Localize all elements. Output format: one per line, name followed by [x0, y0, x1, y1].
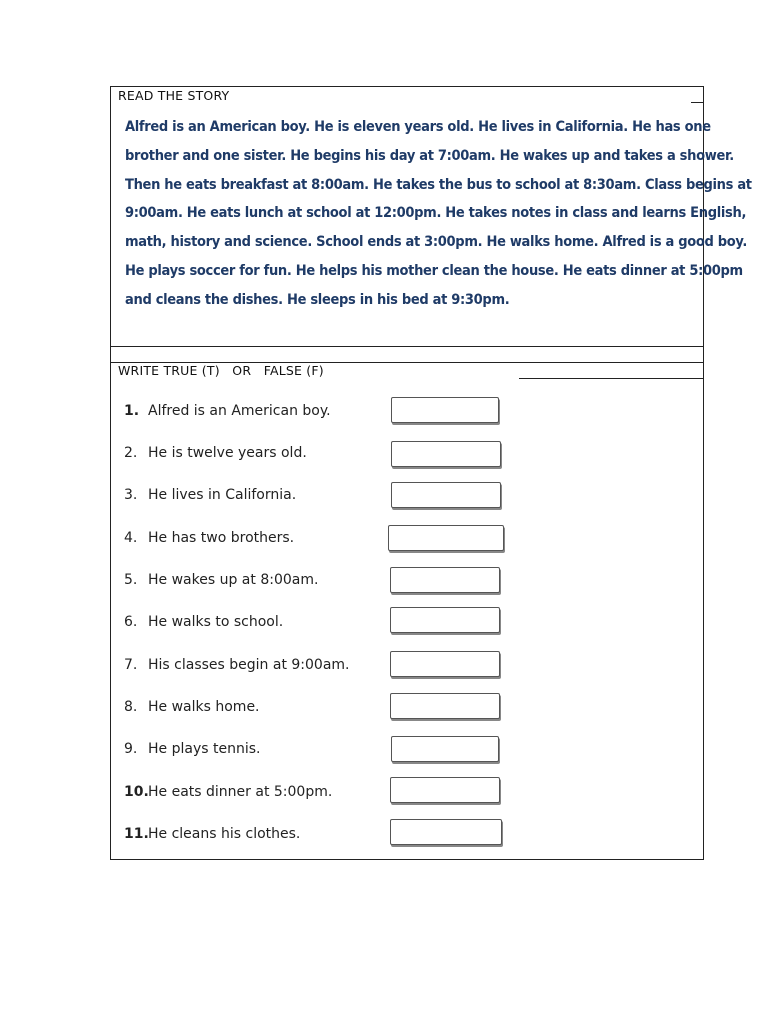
answer-box[interactable] [390, 607, 500, 633]
item-statement: He plays tennis. [148, 741, 261, 757]
answer-box[interactable] [391, 736, 499, 762]
item-number: 2. [124, 445, 138, 461]
answer-box[interactable] [391, 441, 501, 467]
story-line: Then he eats breakfast at 8:00am. He takes the bus to school at 8:30am. Class begins at [125, 176, 752, 193]
list-item [124, 445, 307, 461]
item-statement: He lives in California. [148, 487, 297, 503]
answer-box[interactable] [388, 525, 504, 551]
item-statement: Alfred is an American boy. [148, 403, 331, 419]
item-statement: He cleans his clothes. [148, 826, 301, 842]
item-number: 3. [124, 487, 138, 503]
item-number: 8. [124, 699, 138, 715]
section-divider [111, 346, 703, 347]
answer-box[interactable] [390, 567, 500, 593]
item-number: 10. [124, 784, 149, 800]
item-number: 11. [124, 826, 149, 842]
item-statement: He eats dinner at 5:00pm. [148, 784, 333, 800]
list-item [124, 741, 260, 757]
list-item [124, 826, 300, 842]
item-number: 9. [124, 741, 138, 757]
story-line: 9:00am. He eats lunch at school at 12:00pm. He takes notes in class and learns English, [125, 205, 747, 222]
story-line: math, history and science. School ends at 3:00pm. He walks home. Alfred is a good boy. [125, 234, 748, 251]
story-text [125, 113, 752, 315]
read-story-heading: READ THE STORY [118, 88, 230, 103]
story-line: Alfred is an American boy. He is eleven years old. He lives in California. He has one [125, 119, 711, 135]
answer-box[interactable] [391, 397, 499, 423]
item-statement: He is twelve years old. [148, 445, 307, 461]
answer-box[interactable] [390, 651, 500, 677]
heading-rule [519, 378, 704, 379]
item-statement: He wakes up at 8:00am. [148, 572, 319, 588]
worksheet [110, 86, 752, 860]
item-statement: He has two brothers. [148, 530, 295, 546]
list-item [124, 614, 283, 630]
story-line: and cleans the dishes. He sleeps in his bed at 9:30pm. [125, 291, 510, 308]
true-false-heading: WRITE TRUE (T) OR FALSE (F) [118, 363, 324, 378]
item-number: 4. [124, 530, 138, 546]
list-item [124, 699, 260, 715]
answer-box[interactable] [390, 819, 502, 845]
item-number: 6. [124, 614, 138, 630]
item-statement: He walks home. [148, 699, 260, 715]
list-item [124, 403, 331, 419]
list-item [124, 530, 294, 546]
list-item [124, 487, 296, 503]
answer-box[interactable] [390, 777, 500, 803]
heading-rule [691, 102, 703, 103]
item-number: 5. [124, 572, 138, 588]
answer-box[interactable] [391, 482, 501, 508]
list-item [124, 572, 318, 588]
item-statement: His classes begin at 9:00am. [148, 657, 350, 673]
item-number: 1. [124, 403, 140, 419]
list-item [124, 657, 350, 673]
story-line: He plays soccer for fun. He helps his mother clean the house. He eats dinner at 5:00pm [125, 262, 743, 279]
list-item [124, 784, 332, 800]
item-number: 7. [124, 657, 138, 673]
story-line: brother and one sister. He begins his day at 7:00am. He wakes up and takes a shower. [125, 147, 734, 164]
item-statement: He walks to school. [148, 614, 284, 630]
answer-box[interactable] [390, 693, 500, 719]
